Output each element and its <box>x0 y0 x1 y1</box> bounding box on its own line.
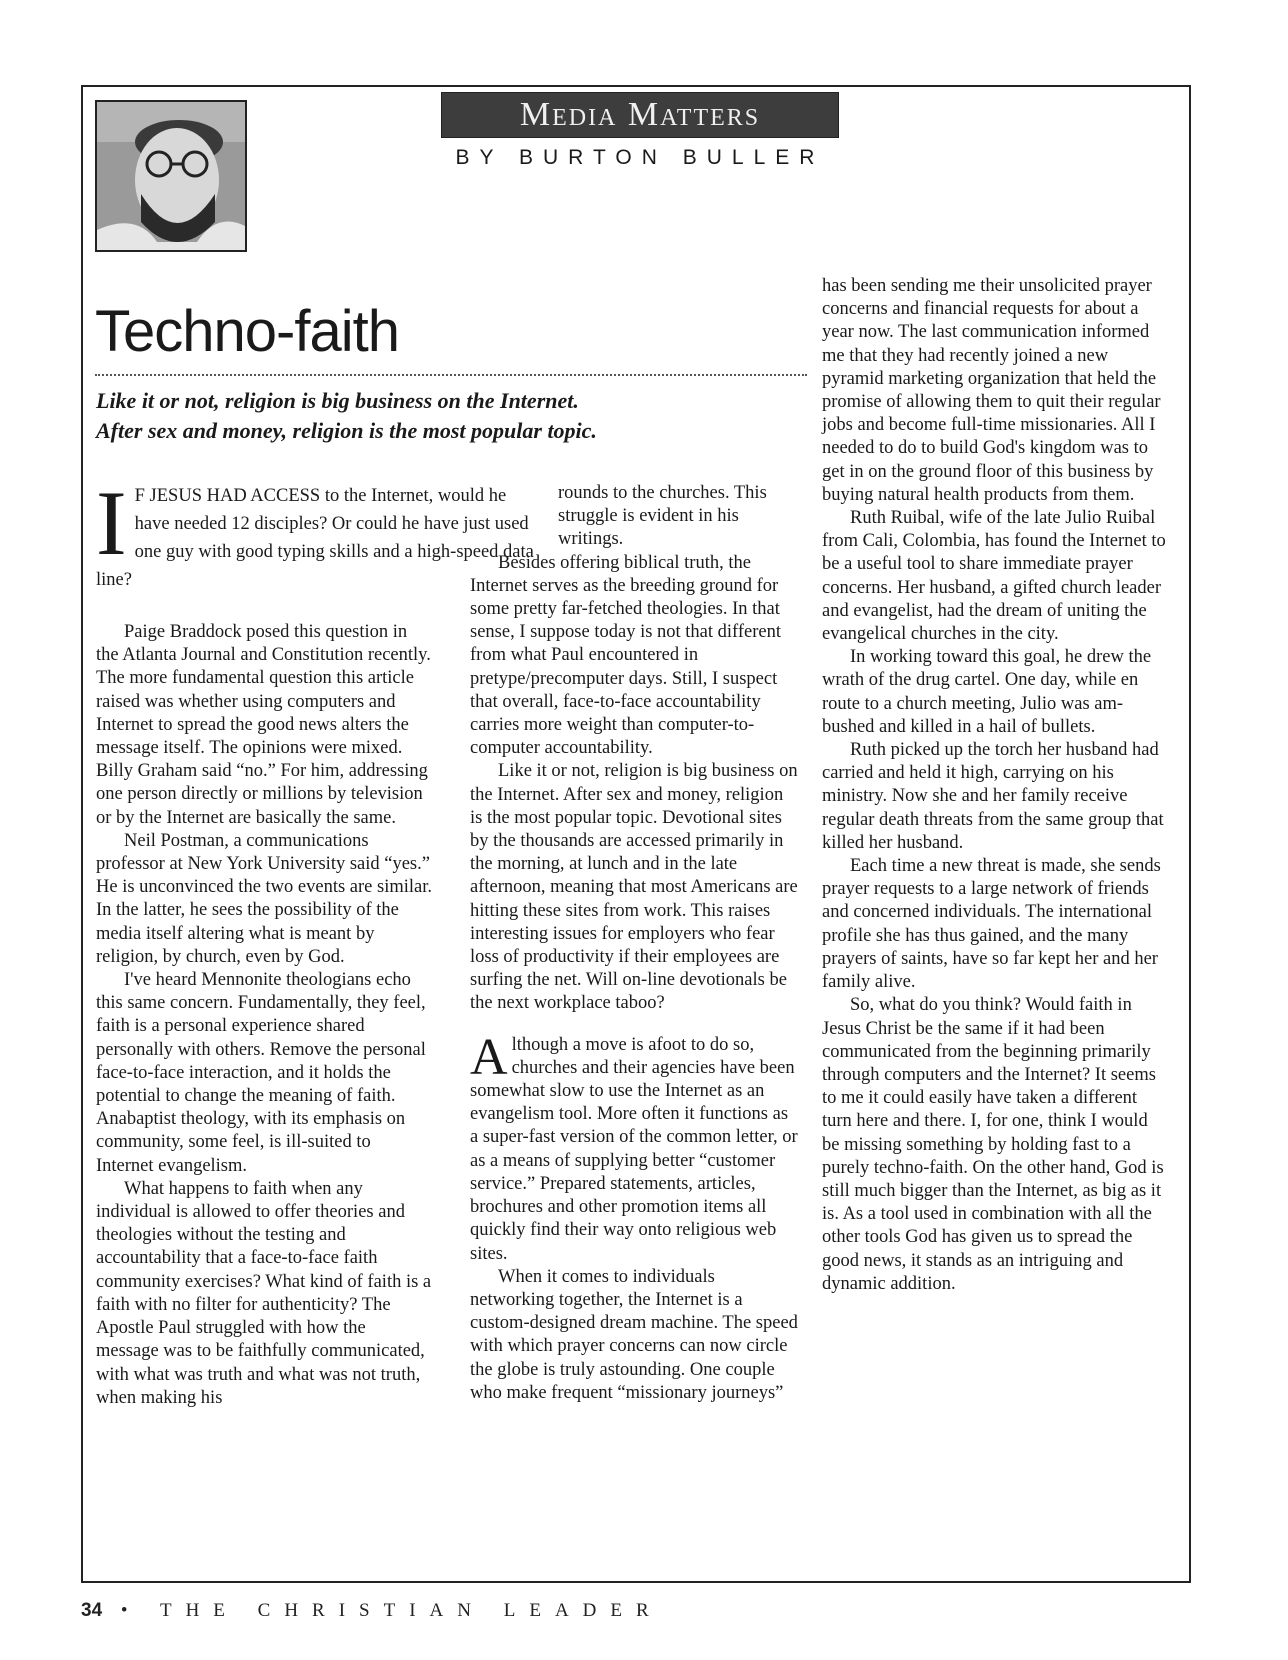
footer-bullet: • <box>120 1600 142 1621</box>
column-2 <box>470 482 800 1405</box>
body-paragraph: Paige Braddock posed this question in the Atlanta Journal and Constitution recently. The more fundamental question this article raised was whether using computers and Internet to spread the good news alters the message itself. The opinions were mixed. Billy Graham said “no.” For him, addressing one person directly or millions by television or by the Internet are basically the same. <box>96 622 431 828</box>
dotted-divider <box>95 374 807 376</box>
body-paragraph: Like it or not, religion is big business on the Internet. After sex and money, religion is the most popular topic. Devotional sites by the thousands are accessed primarily in the morning, at lunch and in the late afternoon, meaning that most Americans are hitting these sites from work. This raises interesting issues for employers who fear loss of productivity if their employees are surfing the net. Will on-line devotionals be the next workplace taboo? <box>470 761 798 1014</box>
column-1 <box>96 621 432 1410</box>
drop-cap: A <box>470 1028 508 1086</box>
body-paragraph <box>470 1028 800 1266</box>
body-paragraph: What happens to faith when any individual is allowed to offer theories and theologies without the testing and accountability that a face-to-face faith community exercises? What kind of faith is a faith with no filter for authenticity? The Apostle Paul struggled with how the message was to be faithfully communicated, with what was truth and what was not truth, when making his <box>96 1178 432 1408</box>
body-paragraph: When it comes to individuals networking together, the Internet is a custom-designed dream machine. The speed with which prayer concerns can now circle the globe is truly astounding. One couple who make frequent “missionary journeys” <box>470 1266 798 1403</box>
page-footer <box>81 1600 663 1622</box>
body-paragraph: In working toward this goal, he drew the wrath of the drug cartel. One day, while en route to a church meeting, Julio was am-bushed and killed in a hail of bullets. <box>822 647 1152 737</box>
article-deck <box>96 386 806 446</box>
article-title: Techno-faith <box>95 299 399 364</box>
author-photo <box>95 100 247 252</box>
column-3 <box>822 275 1166 1296</box>
page-number: 34 <box>81 1600 103 1621</box>
publication-name: THE CHRISTIAN LEADER <box>159 1600 663 1621</box>
intro-text: F JESUS HAD ACCESS to the Internet, would he have needed 12 disciples? Or could he have just used one guy with good typing skills and a high-speed data line? <box>96 486 534 590</box>
column-banner: Media Matters <box>441 92 839 138</box>
deck-line: Like it or not, religion is big business on the Internet. <box>96 388 579 413</box>
body-paragraph: has been sending me their unsolicited prayer concerns and financial requests for about a year now. The last communication informed me that they had recently joined a new pyramid marketing organization that held the promise of allowing them to quit their regular jobs and become full-time missionaries. All I needed to do to build God's kingdom was to get in on the ground floor of this business by buying natural health products from them. <box>822 276 1161 505</box>
body-paragraph: So, what do you think? Would faith in Jesus Christ be the same if it had been communicated from the beginning primarily through computers and the Internet? It seems to me it could easily have taken a different turn here and there. I, for one, think I would be missing something by holding fast to a purely techno-faith. On the other hand, God is still much bigger than the Internet, as big as it is. As a tool used in combination with all the other tools God has given us to spread the good news, it stands as an intriguing and dynamic addition. <box>822 995 1164 1294</box>
body-paragraph: Ruth picked up the torch her husband had carried and held it high, carrying on his ministry. Now she and her family receive regular death threats from the same group that killed her husband. <box>822 740 1164 853</box>
body-paragraph: Ruth Ruibal, wife of the late Julio Ruibal from Cali, Colombia, has found the Internet to be a useful tool to share immediate prayer concerns. Her husband, a gifted church leader and evangelist, had the dream of uniting the evangelical churches in the city. <box>822 508 1166 645</box>
body-paragraph: Besides offering biblical truth, the Internet serves as the breeding ground for some pretty far-fetched theologies. In that sense, I suppose today is not that different from what Paul encountered in pretype/precomputer days. Still, I suspect that overall, face-to-face accountability carries more weight than computer-to-computer accountability. <box>470 552 782 759</box>
drop-cap: I <box>96 472 127 574</box>
body-paragraph: I've heard Mennonite theologians echo this same concern. Fundamentally, they feel, faith is a personal experience shared personally with others. Remove the personal face-to-face interaction, and it holds the potential to change the meaning of faith. Anabaptist theology, with its emphasis on community, some feel, is ill-suited to Internet evangelism. <box>96 970 426 1176</box>
body-paragraph: Neil Postman, a communications professor at New York University said “yes.” He is unconvinced the two events are similar. In the latter, he sees the possibility of the media itself altering what is meant by religion, by church, even by God. <box>96 830 432 967</box>
deck-line: After sex and money, religion is the most popular topic. <box>96 418 597 443</box>
body-paragraph: rounds to the churches. This struggle is evident in his writings. <box>558 483 767 550</box>
body-text: lthough a move is afoot to do so, churches and their agencies have been somewhat slow to use the Internet as an evangelism tool. More often it functions as a super-fast version of the common letter, or as a means of supplying better “customer service.” Prepared statements, articles, brochures and other promotion items all quickly find their way onto religious web sites. <box>470 1034 798 1264</box>
body-paragraph: Each time a new threat is made, she sends prayer requests to a large network of friends and concerned individuals. The international profile she has thus gained, and the many prayers of saints, have so far kept her and her family alive. <box>822 856 1161 993</box>
byline: BY BURTON BULLER <box>455 146 825 169</box>
